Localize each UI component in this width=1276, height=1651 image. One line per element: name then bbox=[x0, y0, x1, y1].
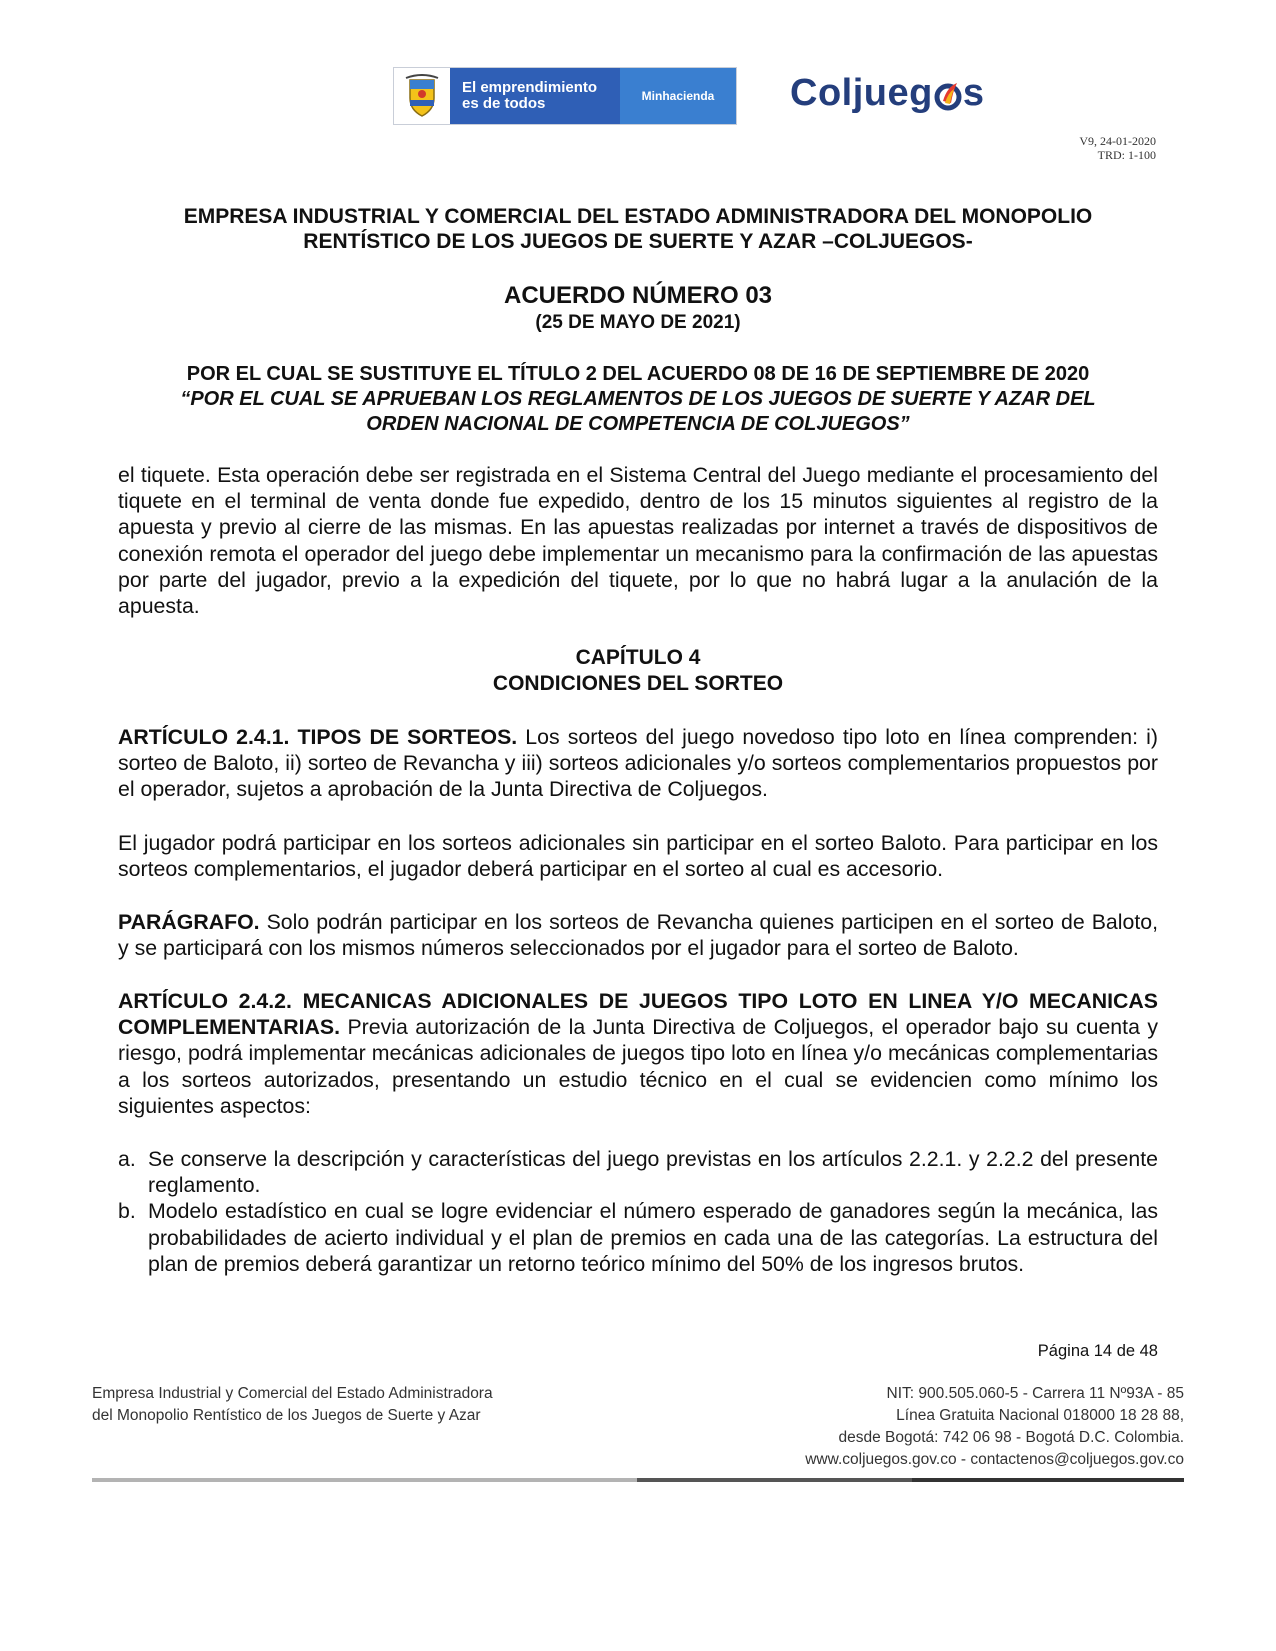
page-number: Página 14 de 48 bbox=[1037, 1342, 1158, 1360]
trd-line: TRD: 1-100 bbox=[1097, 148, 1156, 162]
subject-line3: ORDEN NACIONAL DE COMPETENCIA DE COLJUEGOS” bbox=[366, 413, 910, 435]
brand-name-prefix: Coljueg bbox=[790, 72, 933, 114]
coljuegos-logo bbox=[790, 72, 984, 115]
footer-left-line1: Empresa Industrial y Comercial del Estado Administradora bbox=[92, 1385, 493, 1402]
organization-title bbox=[118, 204, 1158, 254]
footer-divider-segment bbox=[912, 1478, 1184, 1482]
article-text: Previa autorización de la Junta Directiva de Coljuegos, el operador bajo su cuenta y riesgo, podrá implementar mecánicas adicionales de juegos tipo loto en línea y/o mecánicas complementarias a los sorteos autorizados, presentando un estudio técnico en el cual se evidencien como mínimo los siguientes aspectos: bbox=[118, 1015, 1158, 1118]
footer-left-line2: del Monopolio Rentístico de los Juegos de Suerte y Azar bbox=[92, 1407, 481, 1424]
requirements-list bbox=[118, 1146, 1158, 1277]
chapter-number: CAPÍTULO 4 bbox=[575, 646, 701, 669]
list-item-text: Se conserve la descripción y características del juego previstas en los artículos 2.2.1. y 2.2.2 del presente reglamento. bbox=[148, 1147, 1158, 1198]
version-info bbox=[1079, 134, 1156, 162]
paragrafo-heading: PARÁGRAFO. bbox=[118, 910, 260, 934]
org-title-line2: RENTÍSTICO DE LOS JUEGOS DE SUERTE Y AZAR –COLJUEGOS- bbox=[303, 230, 973, 253]
list-item bbox=[118, 1198, 1158, 1277]
gov-slogan-line2: es de todos bbox=[462, 95, 546, 112]
article-2-4-1 bbox=[118, 724, 1158, 803]
version-line: V9, 24-01-2020 bbox=[1079, 134, 1156, 148]
article-heading: ARTÍCULO 2.4.1. TIPOS DE SORTEOS. bbox=[118, 725, 518, 749]
list-item-text: Modelo estadístico en cual se logre evidenciar el número esperado de ganadores según la mecánica, las probabilidades de acierto individual y el plan de premios en cada una de las categorías. La estructura del plan de premios deberá garantizar un retorno teórico mínimo del 50% de los ingresos brutos. bbox=[148, 1199, 1158, 1276]
footer-nit: NIT: 900.505.060-5 - Carrera 11 Nº93A - 85 bbox=[886, 1385, 1184, 1402]
paragrafo-text: Solo podrán participar en los sorteos de Revancha quienes participen en el sorteo de Baloto, y se participará con los mismos números seleccionados por el jugador para el sorteo de Baloto. bbox=[118, 910, 1158, 961]
gov-slogan bbox=[450, 68, 620, 124]
article-text: Los sorteos del juego novedoso tipo loto en línea comprenden: i) sorteo de Baloto, ii) sorteo de Revancha y iii) sorteos adicionales y/o sorteos complementarios propuestos por el operador, sujetos a aprobación de la Junta Directiva de Coljuegos. bbox=[118, 725, 1158, 802]
gov-slogan-line1: El emprendimiento bbox=[462, 79, 598, 96]
footer-phone: Línea Gratuita Nacional 018000 18 28 88, bbox=[896, 1407, 1184, 1424]
paragraph-continuation: el tiquete. Esta operación debe ser registrada en el Sistema Central del Juego mediante el procesamiento del tiquete en el terminal de venta donde fue expedido, dentro de los 15 minutos siguientes al registro de la apuesta y previo al cierre de las mismas. En las apuestas realizadas por internet a través de dispositivos de conexión remota el operador del juego debe implementar un mecanismo para la confirmación de las apuestas por parte del jugador, previo a la expedición del tiquete, por lo que no habrá lugar a la anulación de la apuesta. bbox=[118, 463, 1158, 619]
article-heading: ARTÍCULO 2.4.2. MECANICAS ADICIONALES DE JUEGOS TIPO LOTO EN LINEA Y/O MECANICAS COMPLEMENTARIAS. bbox=[118, 989, 1158, 1040]
footer-divider-segment bbox=[637, 1478, 912, 1482]
paragraph-participation: El jugador podrá participar en los sorteos adicionales sin participar en el sorteo Baloto. Para participar en los sorteos complementarios, el jugador deberá participar en el sorteo al cual es accesorio. bbox=[118, 831, 1158, 882]
footer-address: desde Bogotá: 742 06 98 - Bogotá D.C. Colombia. bbox=[838, 1429, 1184, 1446]
article-2-4-2 bbox=[118, 988, 1158, 1119]
list-item bbox=[118, 1146, 1158, 1198]
footer-organization bbox=[92, 1383, 493, 1427]
footer-divider bbox=[92, 1478, 1184, 1482]
government-logo bbox=[393, 67, 737, 125]
list-marker: a. bbox=[118, 1147, 136, 1171]
agreement-date: (25 DE MAYO DE 2021) bbox=[535, 312, 741, 333]
list-marker: b. bbox=[118, 1199, 136, 1224]
chapter-heading bbox=[118, 645, 1158, 697]
brand-o-flame-icon bbox=[933, 77, 963, 111]
subject-line2: “POR EL CUAL SE APRUEBAN LOS REGLAMENTOS DE LOS JUEGOS DE SUERTE Y AZAR DEL bbox=[180, 388, 1096, 410]
paragrafo bbox=[118, 909, 1158, 961]
brand-name-suffix: s bbox=[962, 72, 985, 114]
agreement-number: ACUERDO NÚMERO 03 bbox=[503, 282, 773, 309]
subject-line1: POR EL CUAL SE SUSTITUYE EL TÍTULO 2 DEL ACUERDO 08 DE 16 DE SEPTIEMBRE DE 2020 bbox=[186, 363, 1090, 385]
org-title-line1: EMPRESA INDUSTRIAL Y COMERCIAL DEL ESTADO ADMINISTRADORA DEL MONOPOLIO bbox=[183, 205, 1093, 228]
agreement-subject bbox=[118, 362, 1158, 437]
colombia-crest-icon bbox=[394, 68, 450, 124]
footer-web-email: www.coljuegos.gov.co - contactenos@coljuegos.gov.co bbox=[805, 1451, 1184, 1468]
ministry-label: Minhacienda bbox=[620, 68, 736, 124]
footer-divider-segment bbox=[92, 1478, 637, 1482]
chapter-title: CONDICIONES DEL SORTEO bbox=[492, 672, 784, 695]
footer-contact bbox=[805, 1383, 1184, 1471]
